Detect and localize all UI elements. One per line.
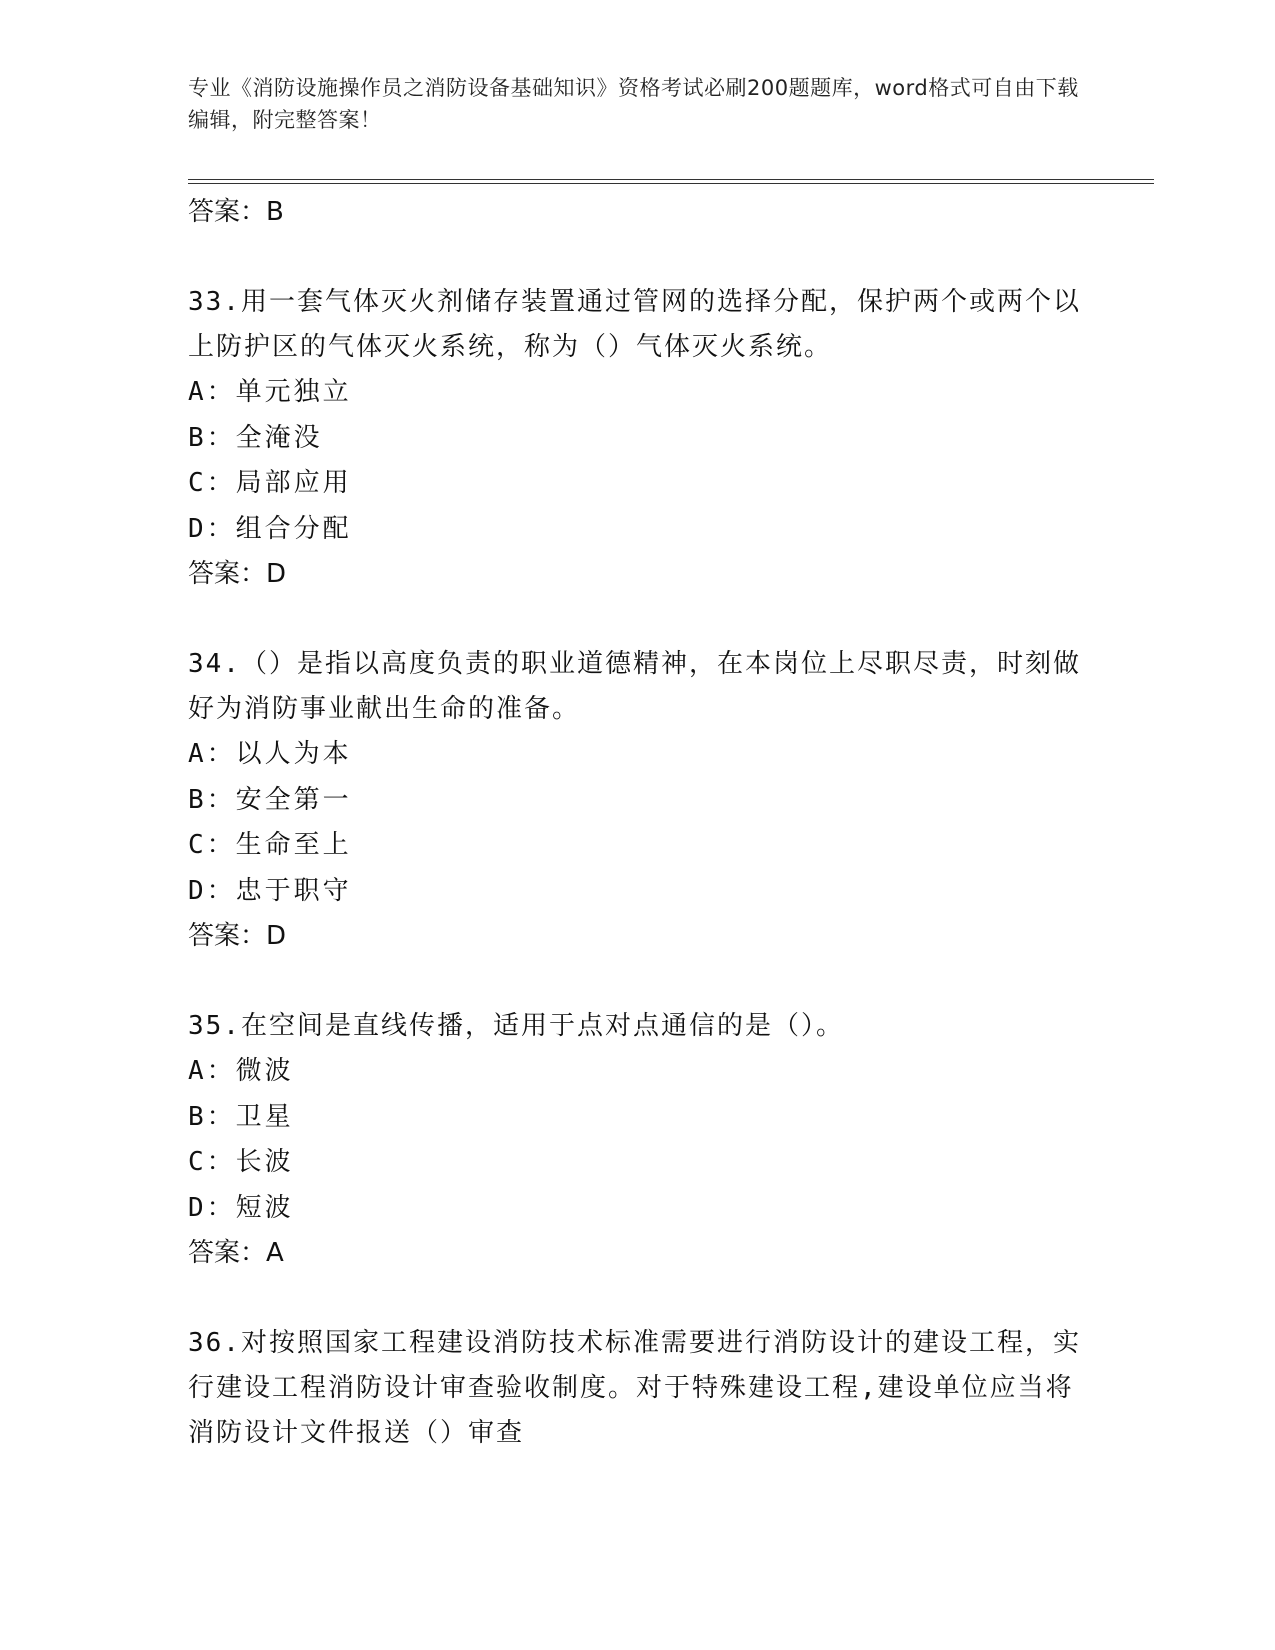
question-text: 35.在空间是直线传播，适用于点对点通信的是（）。 (188, 1011, 844, 1041)
option-a: A：单元独立 (188, 377, 352, 407)
option-c: C：生命至上 (188, 830, 352, 860)
question-36 (188, 1321, 1088, 1456)
header-divider-top (188, 179, 1154, 180)
answer-line: 答案：A (188, 1238, 284, 1268)
header-divider-bottom (188, 183, 1154, 184)
answer-line: 答案：D (188, 921, 287, 951)
option-c: C：长波 (188, 1147, 294, 1177)
option-a: A：微波 (188, 1056, 294, 1086)
question-35 (188, 1004, 1088, 1275)
option-d: D：短波 (188, 1192, 294, 1223)
question-33 (188, 280, 1088, 596)
option-d: D：组合分配 (188, 513, 352, 544)
option-d: D：忠于职守 (188, 875, 352, 906)
question-34 (188, 642, 1088, 958)
question-text: 34.（）是指以高度负责的职业道德精神，在本岗位上尽职尽责，时刻做好为消防事业献出生命的准备。 (188, 649, 1081, 724)
option-c: C：局部应用 (188, 468, 352, 498)
answer-line: 答案：D (188, 559, 287, 589)
question-text: 36.对按照国家工程建设消防技术标准需要进行消防设计的建设工程，实行建设工程消防设计审查验收制度。对于特殊建设工程,建设单位应当将消防设计文件报送（）审查 (188, 1328, 1081, 1448)
option-b: B：卫星 (188, 1101, 294, 1132)
document-header: 专业《消防设施操作员之消防设备基础知识》资格考试必刷200题题库，word格式可自由下载编辑，附完整答案！ (188, 76, 1079, 132)
option-b: B：安全第一 (188, 784, 352, 815)
document-body (188, 190, 1088, 1456)
question-text: 33.用一套气体灭火剂储存装置通过管网的选择分配，保护两个或两个以上防护区的气体灭火系统，称为（）气体灭火系统。 (188, 287, 1081, 362)
answer-line: 答案：B (188, 197, 284, 227)
option-a: A：以人为本 (188, 739, 352, 769)
option-b: B：全淹没 (188, 422, 323, 453)
